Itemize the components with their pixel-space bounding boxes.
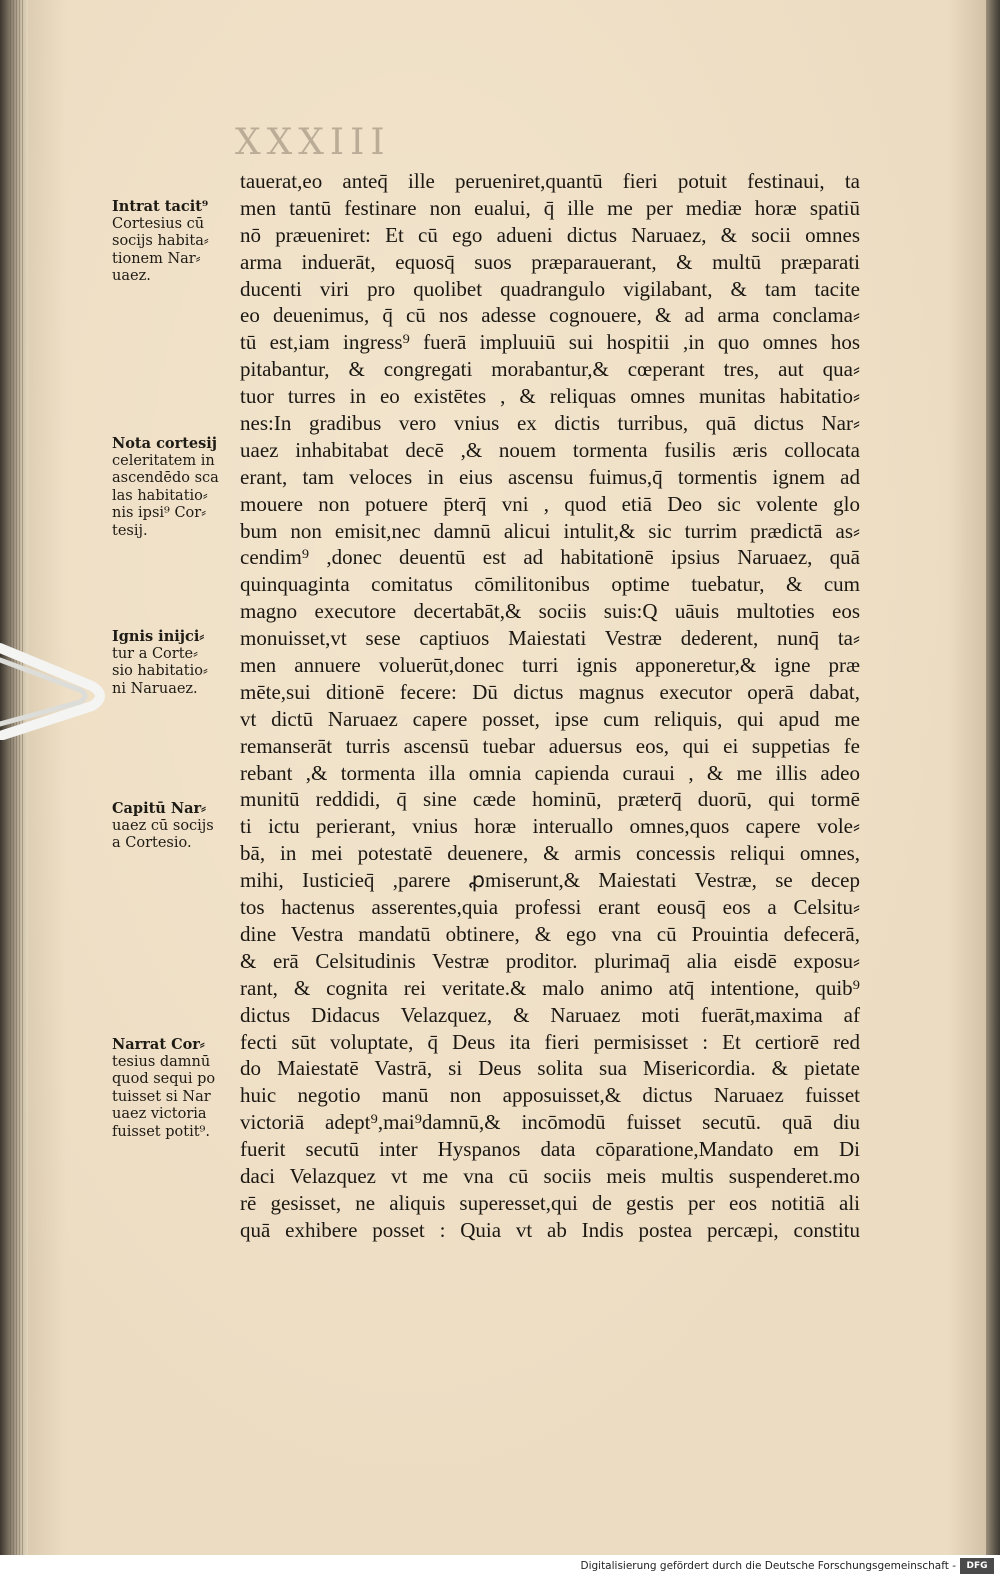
gloss-line: Ignis inijci⸗ xyxy=(112,628,205,645)
text-line: monuisset,vt sese captiuos Maiestati Vestræ dederent, nunq̄ ta⸗ xyxy=(240,626,860,651)
text-line: pitabantur, & congregati morabantur,& cœperant tres, aut qua⸗ xyxy=(240,357,860,382)
text-line: tuor turres in eo existētes , & reliquas omnes munitas habitatio⸗ xyxy=(240,384,860,409)
text-line: daci Velazquez vt me vna cū sociis meis multis suspenderet.mo xyxy=(240,1163,860,1188)
text-line: erant, tam veloces in eius ascensu fuimus,q̄ tormentis ignem ad xyxy=(240,464,860,489)
gloss-line: uaez cū socijs xyxy=(112,817,214,834)
gloss-line: Intrat tacit⁹ xyxy=(112,198,209,215)
gloss-line: sio habitatio⸗ xyxy=(112,663,208,679)
text-line: rant, & cognita rei veritate.& malo animo atq̄ intentione, quib⁹ xyxy=(240,975,860,1000)
page-stack xyxy=(10,0,24,1577)
text-line: remanserāt turris ascensū tuebar aduersus eos, qui ei suppetias fe xyxy=(240,733,860,758)
gloss-line: Capitū Nar⸗ xyxy=(112,800,206,817)
text-line: magno executore decertabāt,& sociis suis:Q uāuis multoties eos xyxy=(240,599,860,624)
gloss-line: tur a Corte⸗ xyxy=(112,645,198,662)
text-line: huic negotio manū non apposuisset,& dictus Naruaez fuisset xyxy=(240,1083,860,1108)
gloss-line: socijs habita⸗ xyxy=(112,233,209,249)
text-line: tū est,iam ingress⁹ fuerā impluuiū sui hospitii ,in quo omnes hos xyxy=(240,330,860,355)
gloss-line: tesij. xyxy=(112,522,148,539)
text-line: rē gesisset, ne aliquis superesset,qui de gestis per eos notitiā ali xyxy=(240,1190,860,1215)
text-line: dictus Didacus Velazquez, & Naruaez moti fuerāt,maxima af xyxy=(240,1002,860,1027)
text-line: tauerat,eo anteq̄ ille perueniret,quantū fieri potuit festinaui, ta xyxy=(240,169,860,193)
text-line: rebant ,& tormenta illa omnia capienda curaui , & me illis adeo xyxy=(240,760,860,785)
text-line: mihi, Iusticieq̄ ,parere ꝓmiserunt,& Maiestati Vestræ, se decep xyxy=(240,868,860,893)
gloss-line: uaez victoria xyxy=(112,1106,207,1122)
text-line: cendim⁹ ,donec deuentū est ad habitationē ipsius Naruaez, quā xyxy=(240,545,860,570)
text-line: tos hactenus asserentes,quia professi erant eousq̄ eos a Celsitu⸗ xyxy=(240,895,860,920)
page-right-edge xyxy=(986,0,1000,1555)
main-text-block xyxy=(240,168,860,1244)
margin-gloss-4 xyxy=(112,800,236,853)
text-line: mouere non potuere p̄terq̄ vni , quod etiā Deo sic volente glo xyxy=(240,491,860,516)
text-line: ti ictu perierant, vnius horæ interuallo omnes,quos capere vole⸗ xyxy=(240,814,860,839)
gloss-line: Cortesius cū xyxy=(112,215,205,232)
text-line: quā exhibere posset : Quia vt ab Indis postea percæpi, constitu xyxy=(240,1217,860,1242)
text-line: bā, in mei potestatē deuenere, & armis concessis reliqui omnes, xyxy=(240,841,860,866)
margin-gloss-1 xyxy=(112,198,236,286)
text-line: munitū reddidi, q̄ sine cæde hominū, præterq̄ duorū, qui tormē xyxy=(240,787,860,812)
text-line: fecti sūt voluptate, q̄ Deus ita fieri permisisset : Et certiorē red xyxy=(240,1029,860,1054)
text-line: victoriā adept⁹,mai⁹damnū,& incōmodū fuisset secutū. quā diu xyxy=(240,1110,860,1135)
gloss-line: tesius damnū xyxy=(112,1053,211,1070)
gloss-line: uaez. xyxy=(112,268,151,284)
funding-credit: Digitalisierung gefördert durch die Deutsche Forschungsgemeinschaft - xyxy=(580,1560,956,1572)
text-line: men tantū festinare non eualui, q̄ ille me per mediæ horæ spatiū xyxy=(240,195,860,220)
margin-gloss-2 xyxy=(112,435,236,540)
text-line: ducenti viri pro quolibet quadrangulo vigilabant, & tam tacite xyxy=(240,276,860,301)
margin-gloss-3 xyxy=(112,628,236,698)
gloss-line: nis ipsi⁹ Cor⸗ xyxy=(112,505,207,521)
gloss-line: Narrat Cor⸗ xyxy=(112,1036,205,1053)
text-line: dine Vestra mandatū obtinere, & ego vna cū Prouintia defecerā, xyxy=(240,921,860,946)
text-line: nes:In gradibus vero vnius ex dictis turribus, quā dictus Nar⸗ xyxy=(240,411,860,436)
gloss-line: tionem Nar⸗ xyxy=(112,250,201,267)
gloss-line: quod sequi po xyxy=(112,1071,216,1087)
page-clip-icon xyxy=(0,640,110,740)
gloss-line: tuisset si Nar xyxy=(112,1088,211,1105)
text-line: nō præueniret: Et cū ego adueni dictus Naruaez, & socii omnes xyxy=(240,222,860,247)
gloss-line: fuisset potit⁹. xyxy=(112,1123,210,1140)
text-line: do Maiestatē Vastrā, si Deus solita sua Misericordia. & pietate xyxy=(240,1056,860,1081)
text-line: men annuere voluerūt,donec turri ignis apponeretur,& igne præ xyxy=(240,653,860,678)
text-line: fuerit secutū inter Hyspanos data cōparatione,Mandato em Di xyxy=(240,1137,860,1162)
gloss-line: ni Naruaez. xyxy=(112,680,198,697)
gloss-line: celeritatem in xyxy=(112,452,215,469)
text-line: quinquaginta comitatus cōmilitonibus optime tuebatur, & cum xyxy=(240,572,860,597)
gloss-line: a Cortesio. xyxy=(112,835,192,851)
gloss-line: ascendēdo sca xyxy=(112,470,219,486)
text-line: uaez inhabitabat decē ,& nouem tormenta fusilis æris collocata xyxy=(240,437,860,462)
text-line: vt dictū Naruaez capere posset, ipse cum reliquis, qui apud me xyxy=(240,706,860,731)
text-line: mēte,sui ditionē fecere: Dū dictus magnus executor operā dabat, xyxy=(240,679,860,704)
margin-gloss-5 xyxy=(112,1036,236,1141)
page-number-header: XXXIII xyxy=(235,122,391,163)
gloss-line: Nota cortesij xyxy=(112,435,218,452)
text-line: bum non emisit,nec damnū alicui intulit,& sic turrim prædictā as⸗ xyxy=(240,518,860,543)
dfg-logo: DFG xyxy=(960,1558,994,1574)
gloss-line: las habitatio⸗ xyxy=(112,487,208,504)
text-line: eo deuenimus, q̄ cū nos adesse cognouere, & ad arma conclama⸗ xyxy=(240,303,860,328)
text-line: arma induerāt, equosq̄ suos præparauerant, & multū præparati xyxy=(240,249,860,274)
text-line: & erā Celsitudinis Vestræ proditor. plurimaq̄ alia eisdē exposu⸗ xyxy=(240,948,860,973)
